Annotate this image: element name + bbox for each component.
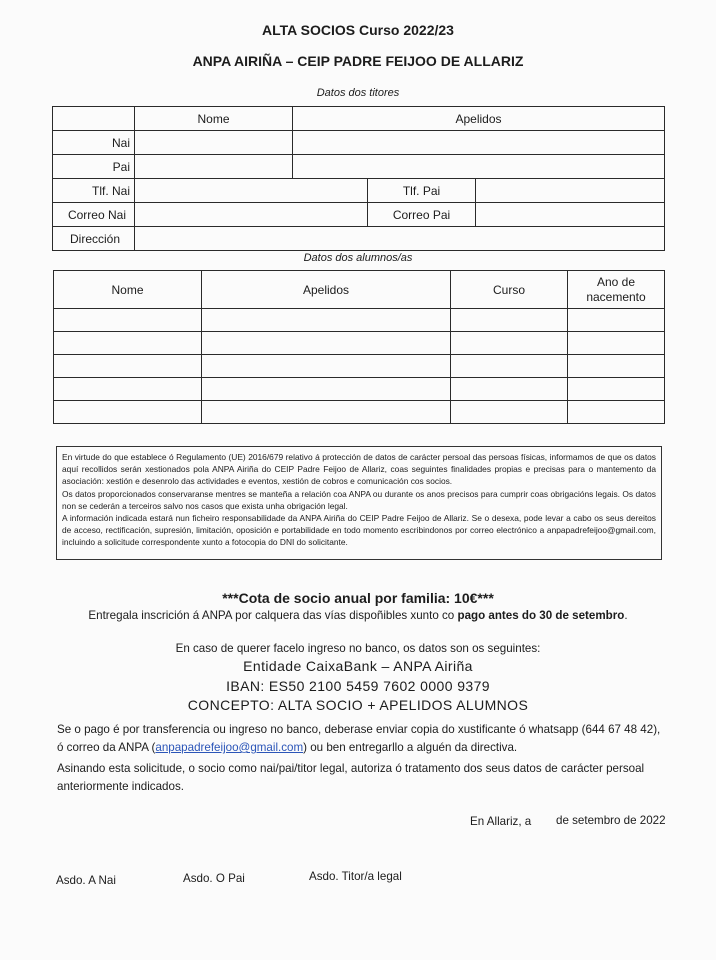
label-correo-pai: Correo Pai [368,203,476,227]
student-ano-field[interactable] [568,378,665,401]
student-nome-field[interactable] [54,355,202,378]
field-tlf-nai[interactable] [135,179,368,203]
field-nai-nome[interactable] [135,131,293,155]
student-apelidos-field[interactable] [202,378,451,401]
bank-intro: En caso de querer facelo ingreso no banco, os datos son os seguintes: [175,642,541,655]
tutors-col-apelidos: Apelidos [293,107,665,131]
transfer-line-2-start: ó correo da ANPA ( [57,741,156,754]
label-tlf-pai: Tlf. Pai [368,179,476,203]
student-nome-field[interactable] [54,378,202,401]
student-nome-field[interactable] [54,401,202,424]
consent-line-1: Asinando esta solicitude, o socio como nai/pai/titor legal, autoriza ó tratamento dos seus datos de carácter persoal [57,762,645,775]
consent-text [57,760,677,796]
tutors-section-title: Datos dos titores [316,87,400,99]
tutors-corner-cell [53,107,135,131]
student-row [54,355,665,378]
tutors-col-nome: Nome [135,107,293,131]
tutors-row-pai [53,155,665,179]
signature-nai: Asdo. A Nai [56,874,116,887]
form-subtitle: ANPA AIRIÑA – CEIP PADRE FEIJOO DE ALLARIZ [192,53,524,69]
label-pai: Pai [53,155,135,179]
tutors-header-row [53,107,665,131]
student-curso-field[interactable] [451,309,568,332]
field-tlf-pai[interactable] [476,179,665,203]
field-pai-nome[interactable] [135,155,293,179]
student-nome-field[interactable] [54,309,202,332]
student-row [54,401,665,424]
student-apelidos-field[interactable] [202,401,451,424]
consent-line-2: anteriormente indicados. [57,780,184,793]
privacy-paragraph-3: A información indicada estará nun ficheiro responsabilidade da ANPA Airiña do CEIP Padre Feijoo de Allariz. Se o desexa, pode levar a cabo os seus dereitos de acceso, rectificación, supresión, limitación, oposición e portabilidade en todo momento escribindonos por correo electrónico a anpapadrefeijoo@gmail.com, incluindo a solicitude correspondente xunto a fotocopia do DNI do solicitante. [62,513,656,548]
field-pai-apelidos[interactable] [293,155,665,179]
fee-line-end: . [624,609,628,622]
students-col-ano [568,271,665,309]
tutors-row-nai [53,131,665,155]
field-correo-nai[interactable] [135,203,368,227]
students-table [53,270,665,424]
students-col-ano-line1: Ano de [596,274,636,289]
label-tlf-nai: Tlf. Nai [53,179,135,203]
bank-iban: IBAN: ES50 2100 5459 7602 0000 9379 [226,678,490,694]
student-apelidos-field[interactable] [202,355,451,378]
students-col-nome: Nome [54,271,202,309]
signature-titor: Asdo. Titor/a legal [309,870,402,883]
tutors-row-phones [53,179,665,203]
label-nai: Nai [53,131,135,155]
students-section-title: Datos dos alumnos/as [303,252,413,264]
bank-entity: Entidade CaixaBank – ANPA Airiña [243,658,473,674]
field-nai-apelidos[interactable] [293,131,665,155]
student-row [54,309,665,332]
privacy-paragraph-1: En virtude do que establece ó Regulamento (UE) 2016/679 relativo á protección de datos de carácter persoal das persoas físicas, informamos de que os datos aquí recollidos serán xestionados pola ANPA Airiña do CEIP Padre Feijoo de Allariz, coas seguintes finalidades propias e precisas para o mantemento da asociación: xestión e desenrolo das actividades e eventos, xestión de cobros e comunicación cos socios. [62,452,656,487]
student-apelidos-field[interactable] [202,332,451,355]
student-curso-field[interactable] [451,355,568,378]
transfer-line-2 [57,739,677,757]
student-nome-field[interactable] [54,332,202,355]
students-col-ano-line2: nacemento [586,289,646,304]
anpa-email-link[interactable]: anpapadrefeijoo@gmail.com [155,741,304,754]
signature-pai: Asdo. O Pai [183,872,245,885]
fee-deadline: pago antes do 30 de setembro [457,609,625,622]
student-curso-field[interactable] [451,332,568,355]
student-ano-field[interactable] [568,355,665,378]
label-direccion: Dirección [53,227,135,251]
date-label: de setembro de 2022 [556,814,666,827]
student-curso-field[interactable] [451,401,568,424]
label-correo-nai: Correo Nai [53,203,135,227]
fee-line-text: Entregala inscrición á ANPA por calquera das vías dispoñibles xunto co [88,609,458,622]
students-col-curso: Curso [451,271,568,309]
student-ano-field[interactable] [568,332,665,355]
student-ano-field[interactable] [568,309,665,332]
student-row [54,332,665,355]
privacy-notice [56,446,662,560]
students-header-row [54,271,665,309]
transfer-line-2-end: ) ou ben entregarllo a alguén da directiva. [303,741,518,754]
form-title: ALTA SOCIOS Curso 2022/23 [262,22,454,38]
field-correo-pai[interactable] [476,203,665,227]
fee-headline: ***Cota de socio anual por familia: 10€*** [222,590,494,606]
tutors-table [52,106,665,251]
students-col-apelidos: Apelidos [202,271,451,309]
student-curso-field[interactable] [451,378,568,401]
tutors-row-emails [53,203,665,227]
place-label: En Allariz, a [470,815,532,828]
field-direccion[interactable] [135,227,665,251]
student-ano-field[interactable] [568,401,665,424]
student-apelidos-field[interactable] [202,309,451,332]
tutors-row-address [53,227,665,251]
transfer-instructions [57,721,677,757]
bank-concept: CONCEPTO: ALTA SOCIO + APELIDOS ALUMNOS [187,697,529,713]
fee-deadline-line [0,609,716,622]
transfer-line-1: Se o pago é por transferencia ou ingreso no banco, deberase enviar copia do xustificante ó whatsapp (644 67 48 42), [57,723,661,736]
student-row [54,378,665,401]
privacy-paragraph-2: Os datos proporcionados conservaranse mentres se manteña a relación coa ANPA ou durante os anos precisos para cumprir coas obrigacións legais. Os datos non se cederán a terceiros salvo nos casos que exista unha obrigación legal. [62,488,656,511]
